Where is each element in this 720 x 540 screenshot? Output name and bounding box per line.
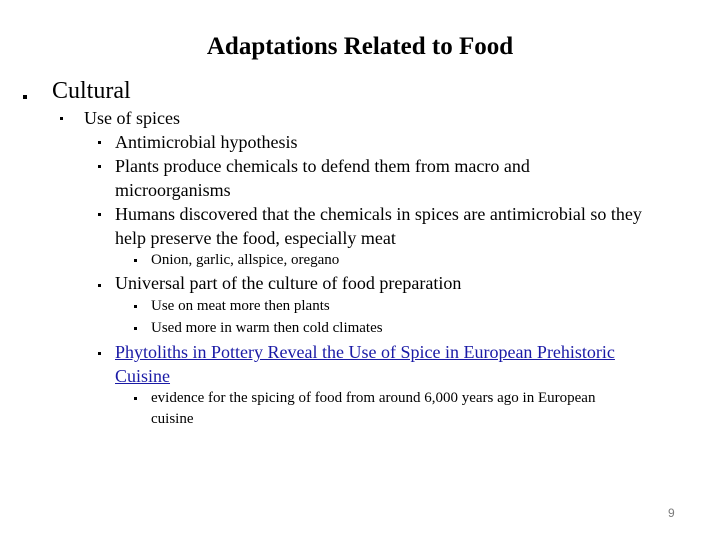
bullet-icon — [23, 95, 27, 99]
slide-title: Adaptations Related to Food — [206, 33, 514, 60]
bullet-meat: Use on meat more then plants — [151, 298, 330, 314]
bullet-evidence-line1: evidence for the spicing of food from around 6,000 years ago in European — [151, 390, 596, 406]
bullet-warm: Used more in warm then cold climates — [151, 320, 383, 336]
bullet-icon — [98, 165, 101, 168]
bullet-antimicrobial: Antimicrobial hypothesis — [115, 132, 298, 152]
bullet-icon — [134, 397, 137, 400]
phytoliths-link-cont[interactable]: Cuisine — [115, 366, 171, 386]
bullet-icon — [134, 327, 137, 330]
bullet-plants-line2: microorganisms — [115, 180, 231, 200]
bullet-icon — [134, 259, 137, 262]
bullet-cultural: Cultural — [52, 78, 131, 104]
bullet-plants-line1: Plants produce chemicals to defend them from macro and — [115, 156, 530, 176]
bullet-icon — [98, 141, 101, 144]
bullet-universal: Universal part of the culture of food preparation — [115, 273, 462, 293]
phytoliths-link-line2[interactable] — [115, 364, 170, 388]
bullet-onion: Onion, garlic, allspice, oregano — [151, 252, 340, 268]
phytoliths-link[interactable]: Phytoliths in Pottery Reveal the Use of Spice in European Prehistoric — [115, 342, 615, 362]
bullet-evidence-line2: cuisine — [151, 411, 194, 427]
bullet-icon — [98, 284, 101, 287]
bullet-icon — [60, 117, 63, 120]
bullet-humans-line1: Humans discovered that the chemicals in spices are antimicrobial so they — [115, 204, 642, 224]
phytoliths-link-line1[interactable] — [115, 340, 615, 364]
bullet-icon — [98, 352, 101, 355]
bullet-icon — [98, 213, 101, 216]
bullet-use-of-spices: Use of spices — [84, 108, 180, 128]
page-number: 9 — [668, 506, 675, 520]
bullet-humans-line2: help preserve the food, especially meat — [115, 228, 396, 248]
bullet-icon — [134, 305, 137, 308]
